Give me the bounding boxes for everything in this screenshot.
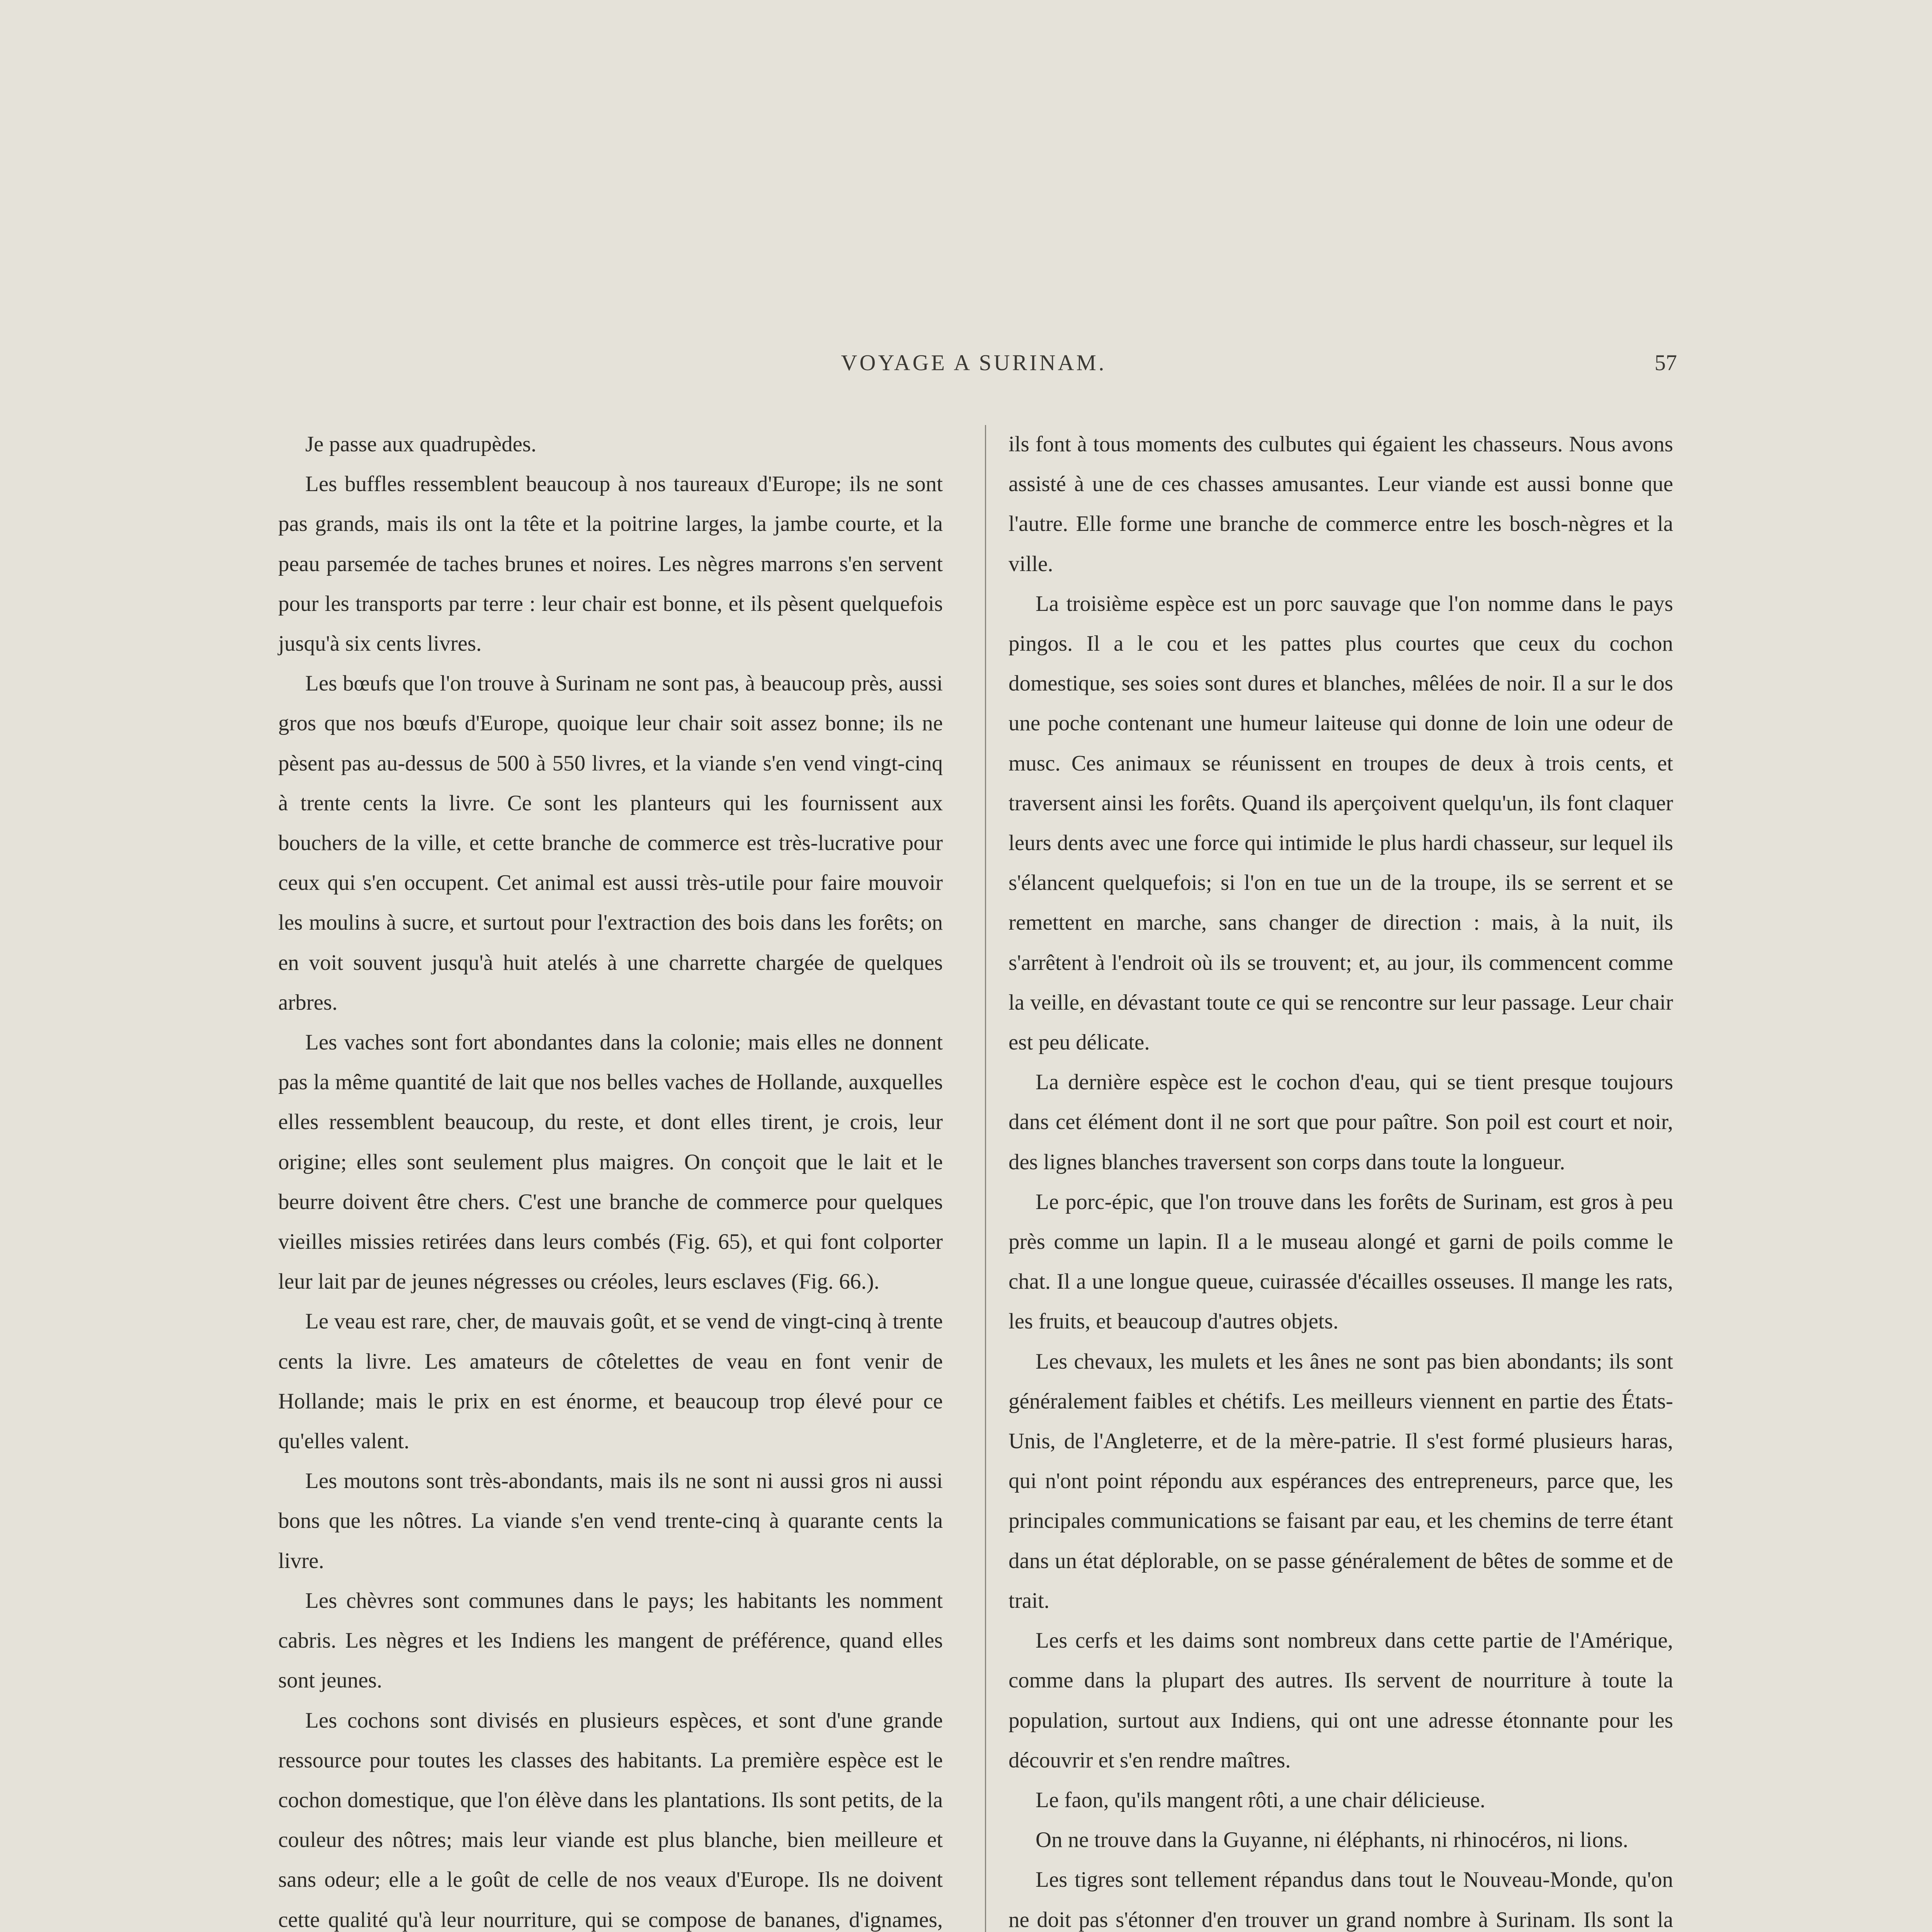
paragraph: Les moutons sont très-abondants, mais ils ne sont ni aussi gros ni aussi bons que les nôtres. La viande s'en vend trente-cinq à quarante cents la livre. <box>278 1469 943 1573</box>
paragraph: Les tigres sont tellement répandus dans tout le Nouveau-Monde, qu'on ne doit pas s'étonner d'en trouver un grand nombre à Surinam. Ils sont la <box>1009 1867 1673 1932</box>
column-divider <box>985 425 986 1932</box>
paragraph: On ne trouve dans la Guyanne, ni éléphants, ni rhinocéros, ni lions. <box>1036 1828 1628 1852</box>
paragraph: Les bœufs que l'on trouve à Surinam ne sont pas, à beaucoup près, aussi gros que nos bœufs d'Europe, quoique leur chair soit assez bonne; ils ne pèsent pas au-dessus de 500 à 550 livres, et la viande s'en vend vingt-cinq à trente cents la livre. Ce sont les planteurs qui les fournissent aux bouchers de la ville, et cette branche de commerce est très-lucrative pour ceux qui s'en occupent. Cet animal est aussi très-utile pour faire mouvoir les moulins à sucre, et surtout pour l'extraction des bois dans les forêts; on en voit souvent jusqu'à huit atelés à une charrette chargée de quelques arbres. <box>278 671 943 1015</box>
paragraph: Les cerfs et les daims sont nombreux dans cette partie de l'Amérique, comme dans la plupart des autres. Ils servent de nourriture à toute la population, surtout aux Indiens, qui ont une adresse étonnante pour les découvrir et s'en rendre maîtres. <box>1009 1628 1673 1772</box>
page-header <box>270 350 1677 381</box>
paragraph: Les buffles ressemblent beaucoup à nos taureaux d'Europe; ils ne sont pas grands, mais ils ont la tête et la poitrine larges, la jambe courte, et la peau parsemée de taches brunes et noires. Les nègres marrons s'en servent pour les transports par terre : leur chair est bonne, et ils pèsent quelquefois jusqu'à six cents livres. <box>278 472 943 656</box>
paragraph: ils font à tous moments des culbutes qui égaient les chasseurs. Nous avons assisté à une de ces chasses amusantes. Leur viande est aussi bonne que l'autre. Elle forme une branche de commerce entre les bosch-nègres et la ville. <box>1009 432 1673 576</box>
page-number: 57 <box>1655 350 1677 375</box>
paragraph: La troisième espèce est un porc sauvage que l'on nomme dans le pays pingos. Il a le cou et les pattes plus courtes que ceux du cochon domestique, ses soies sont dures et blanches, mêlées de noir. Il a sur le dos une poche contenant une humeur laiteuse qui donne de loin une odeur de musc. Ces animaux se réunissent en troupes de deux à trois cents, et traversent ainsi les forêts. Quand ils aperçoivent quelqu'un, ils font claquer leurs dents avec une force qui intimide le plus hardi chasseur, sur lequel ils s'élancent quelquefois; si l'on en tue un de la troupe, ils se serrent et se remettent en marche, sans changer de direction : mais, à la nuit, ils s'arrêtent à l'endroit où ils se trouvent; et, au jour, ils commencent comme la veille, en dévastant toute ce qui se rencontre sur leur passage. Leur chair est peu délicate. <box>1009 591 1673 1055</box>
right-column <box>1009 424 1673 1932</box>
paragraph: Je passe aux quadrupèdes. <box>305 432 537 456</box>
running-title: VOYAGE A SURINAM. <box>841 350 1107 375</box>
left-column <box>278 424 943 1932</box>
paragraph: La dernière espèce est le cochon d'eau, qui se tient presque toujours dans cet élément dont il ne sort que pour paître. Son poil est court et noir, des lignes blanches traversent son corps dans toute la longueur. <box>1009 1070 1673 1174</box>
paragraph: Les vaches sont fort abondantes dans la colonie; mais elles ne donnent pas la même quantité de lait que nos belles vaches de Hollande, auxquelles elles ressemblent beaucoup, du reste, et dont elles tirent, je crois, leur origine; elles sont seulement plus maigres. On conçoit que le lait et le beurre doivent être chers. C'est une branche de commerce pour quelques vieilles missies retirées dans leurs combés (Fig. 65), et qui font colporter leur lait par de jeunes négresses ou créoles, leurs esclaves (Fig. 66.). <box>278 1030 943 1294</box>
paragraph: Les chevaux, les mulets et les ânes ne sont pas bien abondants; ils sont généralement faibles et chétifs. Les meilleurs viennent en partie des États-Unis, de l'Angleterre, et de la mère-patrie. Il s'est formé plusieurs haras, qui n'ont point répondu aux espérances des entrepreneurs, parce que, les principales communications se faisant par eau, et les chemins de terre étant dans un état déplorable, on se passe généralement de bêtes de somme et de trait. <box>1009 1349 1673 1613</box>
paragraph: Le porc-épic, que l'on trouve dans les forêts de Surinam, est gros à peu près comme un lapin. Il a le museau alongé et garni de poils comme le chat. Il a une longue queue, cuirassée d'écailles osseuses. Il mange les rats, les fruits, et beaucoup d'autres objets. <box>1009 1189 1673 1334</box>
paragraph: Les chèvres sont communes dans le pays; les habitants les nomment cabris. Les nègres et les Indiens les mangent de préférence, quand elles sont jeunes. <box>278 1588 943 1693</box>
paragraph: Le veau est rare, cher, de mauvais goût, et se vend de vingt-cinq à trente cents la livre. Les amateurs de côtelettes de veau en font venir de Hollande; mais le prix en est énorme, et beaucoup trop élevé pour ce qu'elles valent. <box>278 1309 943 1454</box>
paragraph: Le faon, qu'ils mangent rôti, a une chair délicieuse. <box>1036 1787 1486 1812</box>
paragraph: Les cochons sont divisés en plusieurs espèces, et sont d'une grande ressource pour toutes les classes des habitants. La première espèce est le cochon domestique, que l'on élève dans les plantations. Ils sont petits, de la couleur des nôtres; mais leur viande est plus blanche, bien meilleure et sans odeur; elle a le goût de celle de nos veaux d'Europe. Ils ne doivent cette qualité qu'à leur nourriture, qui se compose de bananes, d'ignames, <box>278 1708 943 1932</box>
